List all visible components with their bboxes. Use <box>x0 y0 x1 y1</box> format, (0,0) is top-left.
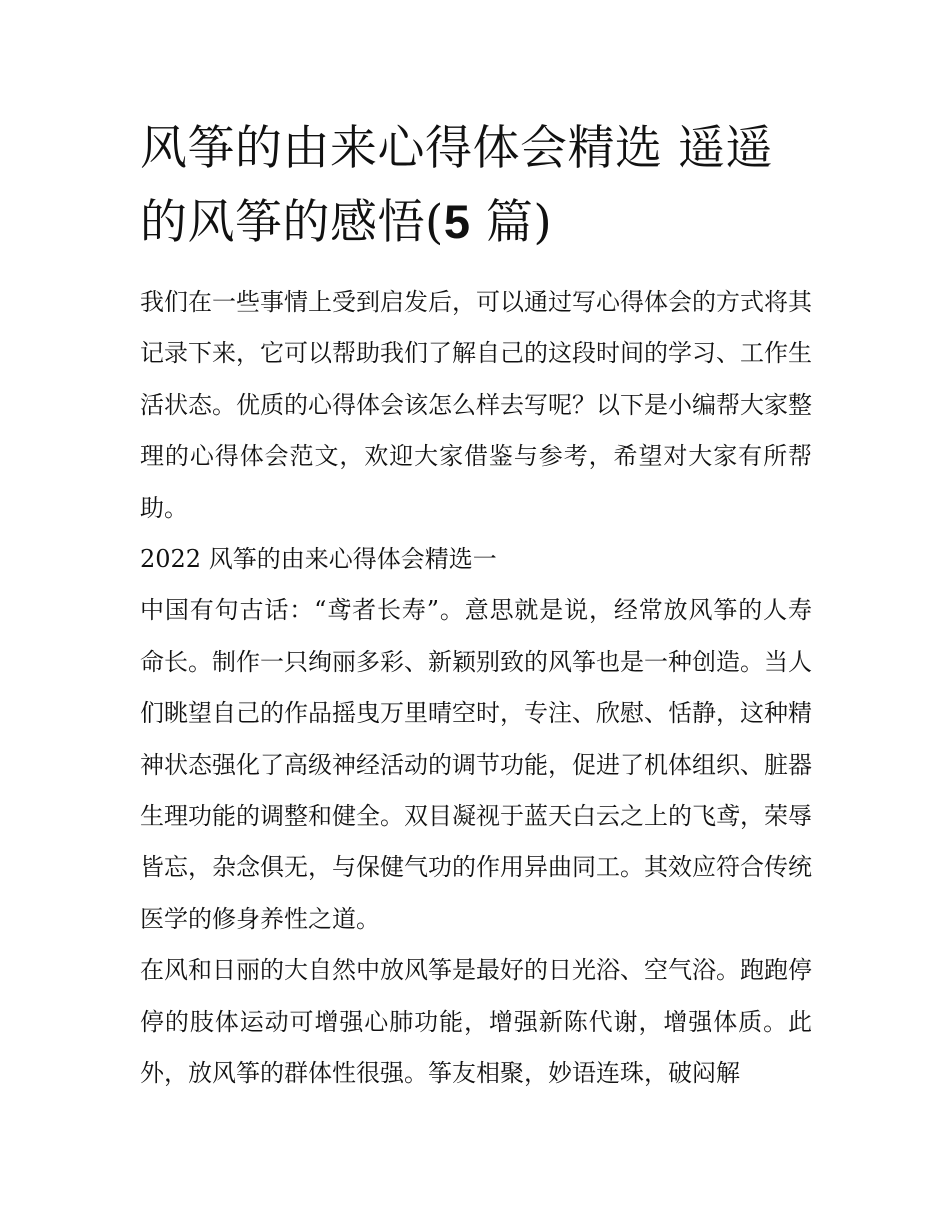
title-suffix: 篇) <box>470 195 553 250</box>
document-page <box>140 112 812 1100</box>
document-title <box>140 112 812 259</box>
body-paragraph-1: 中国有句古话：“鸢者长寿”。意思就是说，经常放风筝的人寿命长。制作一只绚丽多彩、新颖别致的风筝也是一种创造。当人们眺望自己的作品摇曳万里晴空时，专注、欣慰、恬静，这种精神状态强化了高级神经活动的调节功能，促进了机体组织、脏器生理功能的调整和健全。双目凝视于蓝天白云之上的飞鸢，荣辱皆忘，杂念俱无，与保健气功的作用异曲同工。其效应符合传统医学的修身养性之道。 <box>140 596 812 933</box>
body-paragraph-2: 在风和日丽的大自然中放风筝是最好的日光浴、空气浴。跑跑停停的肢体运动可增强心肺功能，增强新陈代谢，增强体质。此外，放风筝的群体性很强。筝友相聚，妙语连珠，破闷解 <box>140 956 812 1088</box>
title-count: 5 <box>443 195 471 248</box>
intro-paragraph: 我们在一些事情上受到启发后，可以通过写心得体会的方式将其记录下来，它可以帮助我们了解自己的这段时间的学习、工作生活状态。优质的心得体会该怎么样去写呢？以下是小编帮大家整理的心得体会范文，欢迎大家借鉴与参考，希望对大家有所帮助。 <box>140 288 812 522</box>
section-heading: 2022 风筝的由来心得体会精选一 <box>140 545 497 574</box>
title-text: 风筝的由来心得体会精选 遥遥的风筝的感悟( <box>140 121 773 250</box>
